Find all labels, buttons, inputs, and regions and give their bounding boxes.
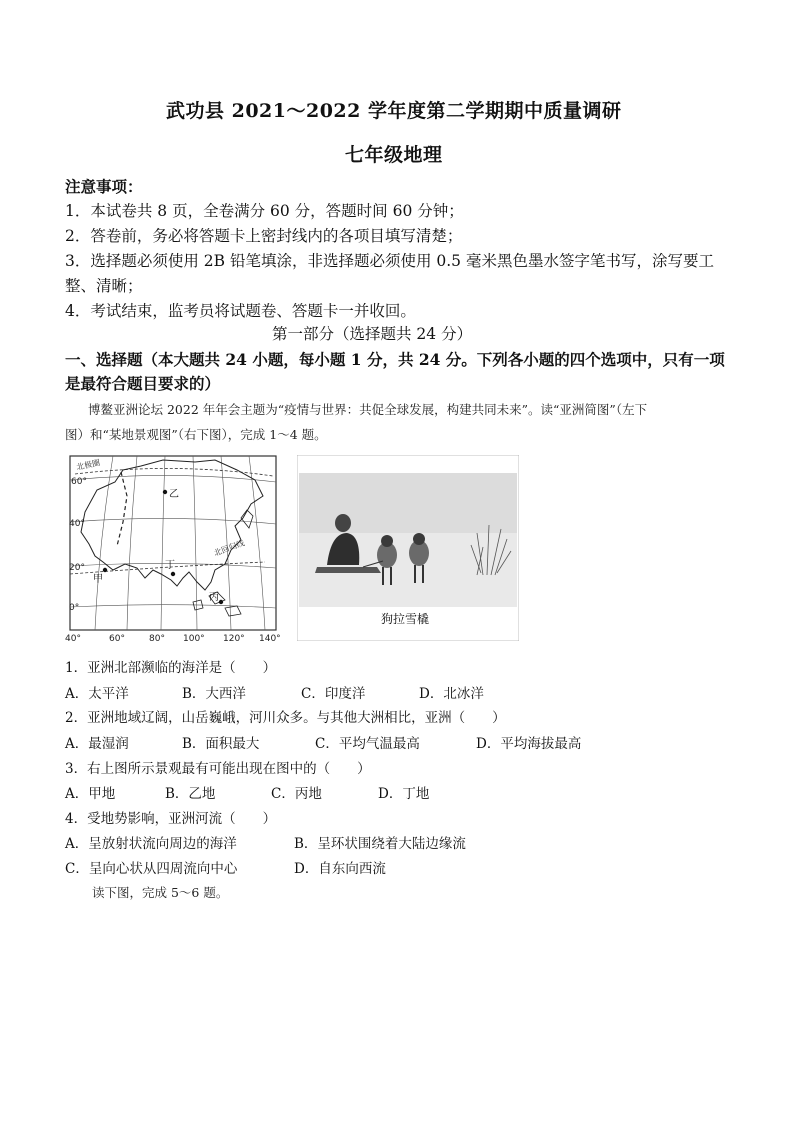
dog-sled-photo <box>297 455 519 641</box>
section-instruction-1: 一、选择题（本大题共 24 小题，每小题 1 分，共 24 分。下列各小题的四个选项中，只有一项 <box>65 350 725 369</box>
q3-option-b: B．乙地 <box>165 786 216 802</box>
place-label-bing: 丙 <box>209 592 219 603</box>
intro-line-2: 图）和“某地景观图”（右下图），完成 1～4 题。 <box>65 427 327 442</box>
lat-label-0: 0° <box>69 603 80 613</box>
q4-option-a: A．呈放射状流向周边的海洋 <box>65 836 237 852</box>
question-4-stem: 4．受地势影响，亚洲河流（ ） <box>65 811 277 827</box>
notice-item-4: 4．考试结束，监考员将试题卷、答题卡一并收回。 <box>65 302 416 320</box>
arctic-circle-label: 北极圈 <box>75 458 101 472</box>
q2-option-a: A．最湿润 <box>65 736 129 752</box>
lon-label-80: 80° <box>149 634 165 644</box>
lon-label-120: 120° <box>223 634 245 644</box>
q4-option-b: B．呈环状围绕着大陆边缘流 <box>294 836 466 852</box>
place-label-yi: 乙 <box>169 489 179 500</box>
q4-option-d: D．自东向西流 <box>294 861 386 877</box>
q1-option-a: A．太平洋 <box>65 686 129 702</box>
q3-option-a: A．甲地 <box>65 786 116 802</box>
q1-option-c: C．印度洋 <box>301 686 366 702</box>
lon-label-40: 40° <box>65 634 81 644</box>
exam-subtitle: 七年级地理 <box>345 144 443 166</box>
notice-item-3: 3．选择题必须使用 2B 铅笔填涂，非选择题必须使用 0.5 毫米黑色墨水签字笔书写，涂写要工 <box>65 252 714 270</box>
notice-item-1: 1．本试卷共 8 页，全卷满分 60 分，答题时间 60 分钟； <box>65 202 464 220</box>
intro-line-1: 博鳌亚洲论坛 2022 年年会主题为“疫情与世界：共促全球发展，构建共同未来”。读“亚洲简图”（左下 <box>88 402 648 417</box>
place-label-jia: 甲 <box>93 574 103 585</box>
lon-label-60: 60° <box>109 634 125 644</box>
place-label-ding: 丁 <box>165 560 175 571</box>
exam-title: 武功县 2021～2022 学年度第二学期期中质量调研 <box>166 100 622 122</box>
question-3-stem: 3．右上图所示景观最有可能出现在图中的（ ） <box>65 761 371 777</box>
lat-label-60: 60° <box>71 477 87 487</box>
q1-option-d: D．北冰洋 <box>419 686 484 702</box>
photo-caption: 狗拉雪橇 <box>381 612 430 626</box>
question-2-stem: 2．亚洲地域辽阔，山岳巍峨，河川众多。与其他大洲相比，亚洲（ ） <box>65 710 506 726</box>
section-title: 第一部分（选择题共 24 分） <box>272 325 473 343</box>
q2-option-c: C．平均气温最高 <box>315 736 420 752</box>
notice-item-2: 2．答卷前，务必将答题卡上密封线内的各项目填写清楚； <box>65 227 463 245</box>
place-dot-yi <box>163 490 167 494</box>
notice-heading: 注意事项： <box>65 177 143 196</box>
lat-label-20: 20° <box>69 563 85 573</box>
question-1-stem: 1．亚洲北部濒临的海洋是（ ） <box>65 660 277 676</box>
next-intro: 读下图，完成 5～6 题。 <box>92 885 229 900</box>
asia-map <box>65 452 285 644</box>
lon-label-100: 100° <box>183 634 205 644</box>
place-dot-bing <box>219 600 223 604</box>
q2-option-b: B．面积最大 <box>182 736 260 752</box>
q3-option-d: D．丁地 <box>378 786 430 802</box>
q1-option-b: B．大西洋 <box>182 686 246 702</box>
place-dot-jia <box>103 568 107 572</box>
lat-label-40: 40° <box>69 519 85 529</box>
q4-option-c: C．呈向心状从四周流向中心 <box>65 861 238 877</box>
lon-label-140: 140° <box>259 634 281 644</box>
tropic-label: 北回归线 <box>212 538 246 558</box>
section-instruction-2: 是最符合题目要求的） <box>65 374 221 393</box>
q3-option-c: C．丙地 <box>271 786 322 802</box>
place-dot-ding <box>171 572 175 576</box>
q2-option-d: D．平均海拔最高 <box>476 736 582 752</box>
notice-item-3-cont: 整、清晰； <box>65 277 143 295</box>
